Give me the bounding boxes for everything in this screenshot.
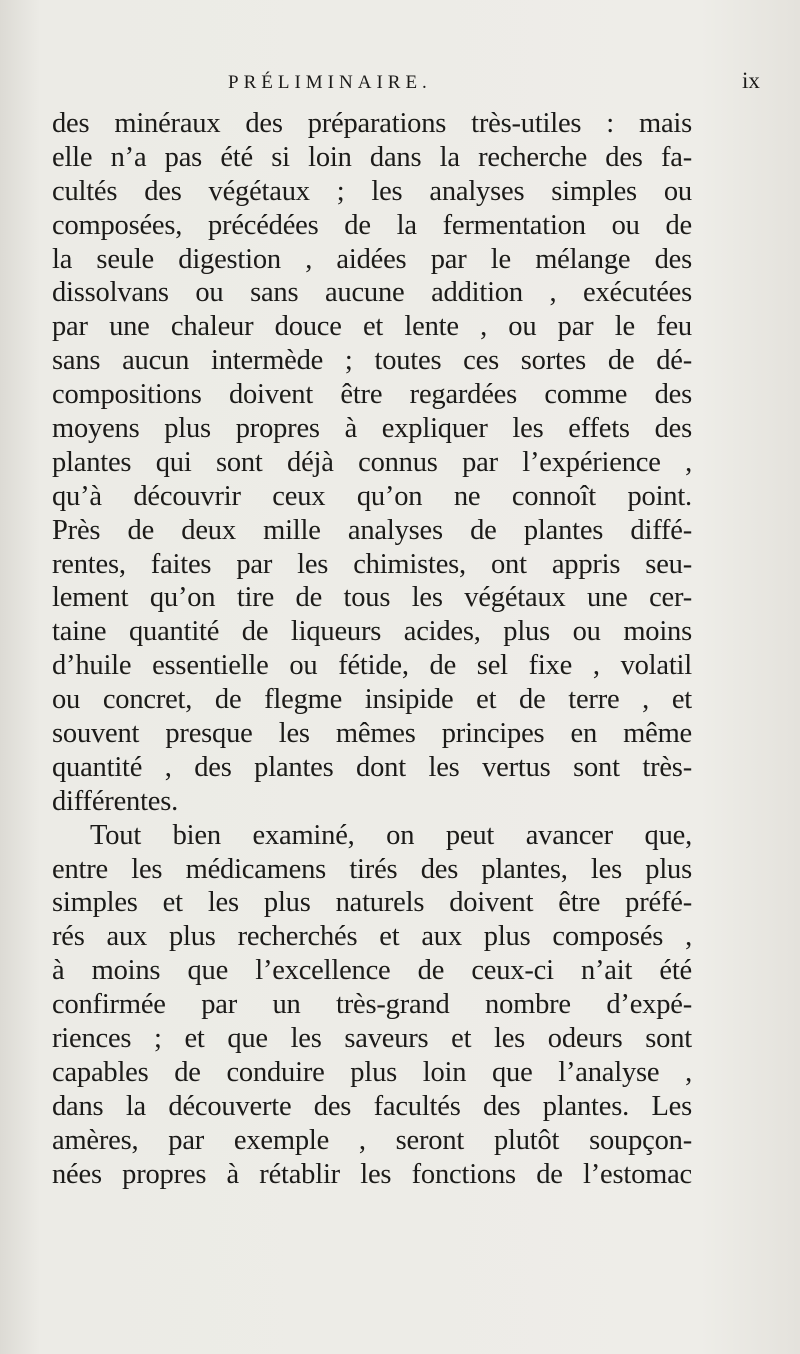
page-number: ix [742, 68, 760, 93]
text-line: dans la découverte des facultés des plantes. Les [52, 1090, 692, 1122]
text-line: moyens plus propres à expliquer les effets des [52, 413, 692, 445]
text-line: souvent presque les mêmes principes en même [52, 718, 692, 750]
text-line: riences ; et que les saveurs et les odeurs sont [52, 1023, 692, 1055]
text-line: compositions doivent être regardées comme des [52, 379, 692, 411]
text-line: quantité , des plantes dont les vertus sont très- [52, 751, 692, 783]
running-head [0, 66, 800, 106]
text-line: composées, précédées de la fermentation ou de [52, 209, 692, 241]
text-line: différentes. [52, 785, 179, 817]
text-line: rés aux plus recherchés et aux plus composés , [52, 921, 692, 953]
text-line: rentes, faites par les chimistes, ont appris seu- [52, 548, 692, 580]
text-line: lement qu’on tire de tous les végétaux une cer- [52, 582, 692, 614]
text-line: la seule digestion , aidées par le mélange des [52, 243, 692, 275]
paragraph-1 [52, 107, 692, 819]
text-line: amères, par exemple , seront plutôt soupçon- [52, 1124, 692, 1156]
body-text [52, 107, 692, 1192]
text-line: capables de conduire plus loin que l’analyse , [52, 1056, 692, 1088]
text-line: entre les médicamens tirés des plantes, les plus [52, 853, 692, 885]
text-line: cultés des végétaux ; les analyses simples ou [52, 175, 692, 207]
text-line: ou concret, de flegme insipide et de terre , et [52, 684, 692, 716]
text-line: simples et les plus naturels doivent être préfé- [52, 887, 692, 919]
text-line: Près de deux mille analyses de plantes diffé- [52, 514, 692, 546]
text-line: nées propres à rétablir les fonctions de l’estomac [52, 1158, 692, 1190]
text-line: sans aucun intermède ; toutes ces sortes de dé- [52, 345, 692, 377]
text-line: elle n’a pas été si loin dans la recherche des fa- [52, 141, 692, 173]
text-line: plantes qui sont déjà connus par l’expérience , [52, 446, 692, 478]
text-line: à moins que l’excellence de ceux-ci n’ait été [52, 955, 692, 987]
text-line: par une chaleur douce et lente , ou par le feu [52, 311, 692, 343]
text-line: d’huile essentielle ou fétide, de sel fixe , volatil [52, 650, 692, 682]
text-line: dissolvans ou sans aucune addition , exécutées [52, 277, 692, 309]
text-line: qu’à découvrir ceux qu’on ne connoît point. [52, 480, 692, 512]
text-line: Tout bien examiné, on peut avancer que, [90, 819, 692, 851]
text-line: confirmée par un très-grand nombre d’expé- [52, 989, 692, 1021]
text-line: taine quantité de liqueurs acides, plus ou moins [52, 616, 692, 648]
running-head-title: PRÉLIMINAIRE. [228, 72, 432, 93]
paragraph-2 [52, 819, 692, 1192]
text-line: des minéraux des préparations très-utiles : mais [52, 108, 692, 139]
